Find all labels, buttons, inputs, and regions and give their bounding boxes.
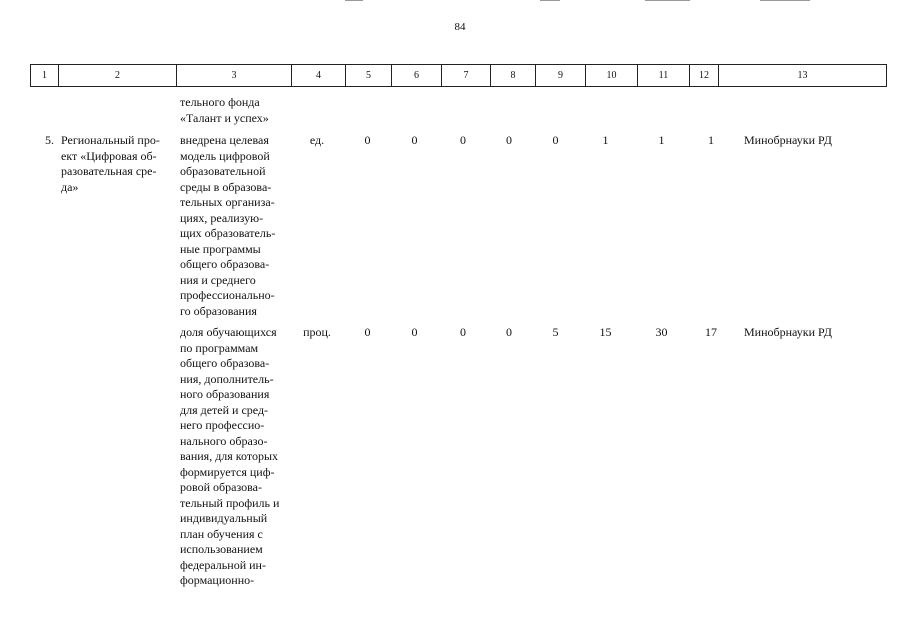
scan-artifact xyxy=(760,0,810,1)
value-cell: 1 xyxy=(708,133,714,147)
unit: проц. xyxy=(303,325,331,339)
value-cell: 5 xyxy=(552,325,559,339)
column-header: 11 xyxy=(638,65,690,87)
column-header: 8 xyxy=(491,65,536,87)
scan-artifact xyxy=(345,0,363,1)
value-cell: 0 xyxy=(460,325,466,339)
value-cell: 0 xyxy=(506,133,512,147)
column-header: 6 xyxy=(392,65,442,87)
responsible-org: Минобрнауки РД xyxy=(744,325,832,339)
value-cell: 1 xyxy=(658,133,665,147)
column-header: 12 xyxy=(690,65,719,87)
value-cell: 30 xyxy=(655,325,668,339)
column-number-row xyxy=(31,65,887,87)
indicator-name: доля обучающихся по программам общего образова- ния, дополнитель- ного образования для детей и сред- него профессио- нального образо- вания, для которых формируется циф- ровой образова- тельный профиль и индивидуальный план обучения с использованием федеральной ин- формационно- xyxy=(180,325,280,587)
unit: ед. xyxy=(309,133,325,147)
column-header: 1 xyxy=(31,65,59,87)
column-header: 4 xyxy=(292,65,346,87)
value-cell: 1 xyxy=(602,133,609,147)
column-header: 5 xyxy=(346,65,392,87)
responsible-org: Минобрнауки РД xyxy=(744,133,832,147)
value-cell: 15 xyxy=(599,325,612,339)
column-header-table xyxy=(30,64,887,87)
scan-artifact xyxy=(540,0,560,1)
value-cell: 0 xyxy=(411,133,418,147)
column-header: 2 xyxy=(59,65,177,87)
indicator-name: внедрена целевая модель цифровой образовательной среды в образова- тельных организа- циях, реализую- щих образователь- ные программы общего образова- ния и среднего профессионально- го образования xyxy=(180,133,276,318)
value-cell: 0 xyxy=(411,325,418,339)
column-header: 13 xyxy=(719,65,887,87)
value-cell: 0 xyxy=(364,133,371,147)
value-cell: 0 xyxy=(506,325,512,339)
value-cell: 0 xyxy=(552,133,559,147)
column-header: 10 xyxy=(586,65,638,87)
value-cell: 17 xyxy=(705,325,717,339)
value-cell: 0 xyxy=(460,133,466,147)
column-header: 7 xyxy=(442,65,491,87)
scan-artifact xyxy=(645,0,690,1)
column-header: 9 xyxy=(536,65,586,87)
value-cell: 0 xyxy=(364,325,371,339)
row-index: 5. xyxy=(45,133,54,147)
continuation-text: тельного фонда «Талант и успех» xyxy=(180,95,269,125)
project-name: Региональный про- ект «Цифровая об- разовательная сре- да» xyxy=(61,133,160,194)
column-header: 3 xyxy=(177,65,292,87)
page-number: 84 xyxy=(454,21,466,33)
